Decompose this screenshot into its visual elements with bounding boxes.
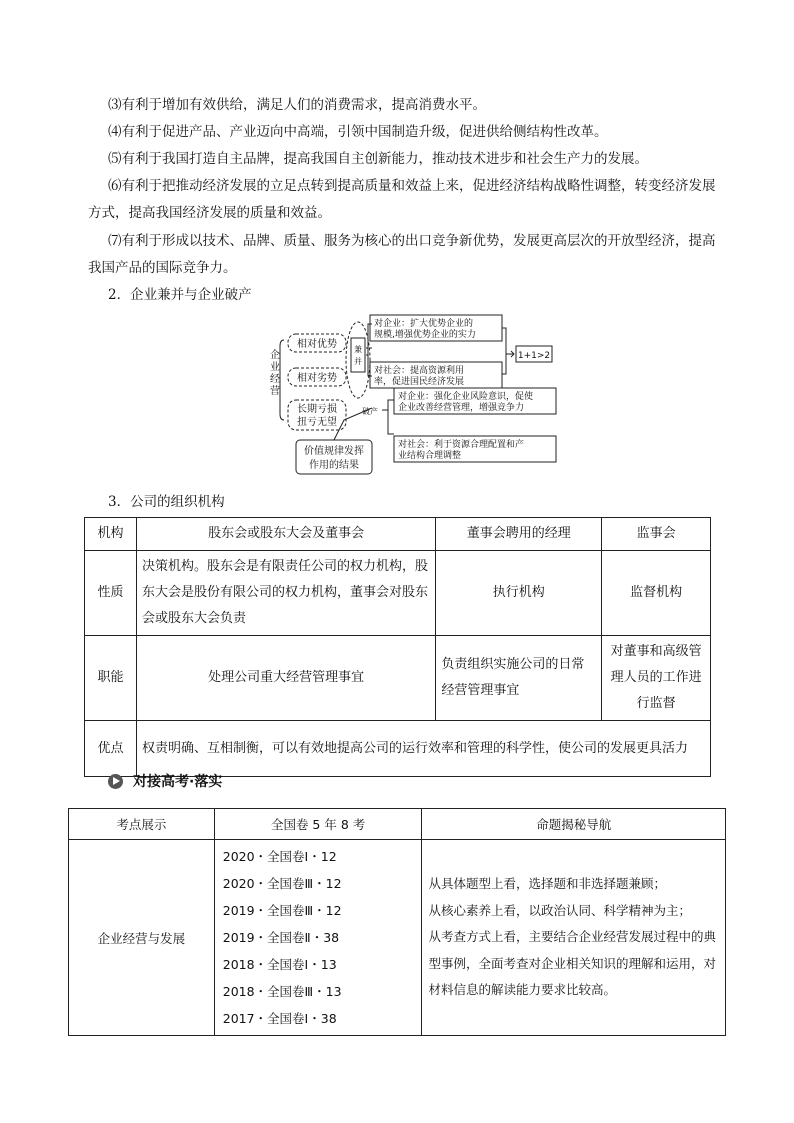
exam-year: 2020・全国卷Ⅰ・12 <box>222 849 337 864</box>
table-cell: 对董事和高级管理人员的工作进行监督 <box>602 636 711 721</box>
section-title: 对接高考·落实 <box>108 771 222 791</box>
advantage-cell: 权责明确、互相制衡，可以有效地提高公司的运行效率和管理的科学性，使公司的发展更具活力 <box>136 721 710 777</box>
exam-year: 2019・全国卷Ⅱ・38 <box>222 930 340 945</box>
table-header: 股东会或股东大会及董事会 <box>136 518 435 551</box>
bankrupt-enterprise-1: 对企业：强化企业风险意识，促使 <box>398 392 534 402</box>
bankrupt-label: 破产 <box>362 407 378 416</box>
table-header: 考点展示 <box>69 809 215 840</box>
paragraph-7: ⑺有利于形成以技术、品牌、质量、服务为核心的出口竞争新优势，发展更高层次的开放型经济，提高我国产品的国际竞争力。 <box>88 233 716 276</box>
merger-bankruptcy-diagram <box>262 312 562 484</box>
disadvantage-label: 相对劣势 <box>297 373 337 384</box>
topic-cell: 企业经营与发展 <box>69 840 215 1036</box>
org-structure-table <box>84 517 711 777</box>
merge-society-1: 对社会：提高资源利用 <box>374 366 465 376</box>
value-law-2: 作用的结果 <box>309 460 359 471</box>
paragraph-6: ⑹有利于把推动经济发展的立足点转到提高质量和效益上来，促进经济结构战略性调整，转变经济发展方式，提高我国经济发展的质量和效益。 <box>88 178 716 221</box>
table-row <box>85 551 711 636</box>
table-cell: 决策机构。股东会是有限责任公司的权力机构，股东大会是股份有限公司的权力机构，董事会对股东会或股东大会负责 <box>136 551 435 636</box>
diagram-root-char-3: 经 <box>270 374 280 385</box>
paragraph-5: ⑸有利于我国打造自主品牌，提高我国自主创新能力，推动技术进步和社会生产力的发展。 <box>108 151 648 167</box>
loss-label-1: 长期亏损 <box>297 404 337 415</box>
table-cell: 监督机构 <box>602 551 711 636</box>
exam-year: 2019・全国卷Ⅲ・12 <box>222 903 342 918</box>
table-header: 监事会 <box>602 518 711 551</box>
table-cell: 负责组织实施公司的日常经营管理事宜 <box>436 636 602 721</box>
play-icon <box>108 774 123 789</box>
heading-company-structure: 3．公司的组织机构 <box>108 494 225 510</box>
table-row <box>69 840 726 1036</box>
loss-label-2: 扭亏无望 <box>297 417 337 428</box>
exam-year: 2017・全国卷Ⅰ・38 <box>222 1011 337 1026</box>
guide-line: 从具体题型上看，选择题和非选择题兼顾； <box>428 876 666 892</box>
merge-char-1: 兼 <box>354 345 362 354</box>
table-row <box>85 636 711 721</box>
merge-society-2: 率，促进国民经济发展 <box>374 377 465 387</box>
guide-line: 从考查方式上看，主要结合企业经营发展过程中的典型事例，全面考查对企业相关知识的理解和运用，对材料信息的解读能力要求比较高。 <box>428 929 716 998</box>
table-header: 全国卷 5 年 8 考 <box>214 809 422 840</box>
table-row <box>85 721 711 777</box>
diagram-root-char-2: 业 <box>270 362 280 373</box>
row-label: 性质 <box>85 551 137 636</box>
guide-cell <box>422 840 726 1036</box>
advantage-label: 相对优势 <box>297 339 337 350</box>
table-cell: 执行机构 <box>436 551 602 636</box>
merge-enterprise-1: 对企业：扩大优势企业的 <box>374 319 474 329</box>
paragraph-3: ⑶有利于增加有效供给，满足人们的消费需求，提高消费水平。 <box>108 97 486 113</box>
table-header: 命题揭秘导航 <box>422 809 726 840</box>
guide-line: 从核心素养上看，以政治认同、科学精神为主； <box>428 902 691 918</box>
diagram-root-char-1: 企 <box>270 350 280 361</box>
exam-table <box>68 808 726 1036</box>
table-cell: 处理公司重大经营管理事宜 <box>136 636 435 721</box>
row-label: 优点 <box>85 721 137 777</box>
merge-box <box>351 338 365 372</box>
paragraph-4: ⑷有利于促进产品、产业迈向中高端，引领中国制造升级，促进供给侧结构性改革。 <box>108 124 608 140</box>
bankrupt-society-1: 对社会：利于资源合理配置和产 <box>398 440 525 450</box>
value-law-1: 价值规律发挥 <box>304 446 364 457</box>
bankrupt-enterprise-2: 企业改善经营管理，增强竞争力 <box>398 403 525 413</box>
years-cell <box>214 840 422 1036</box>
row-label: 职能 <box>85 636 137 721</box>
diagram-root-char-4: 营 <box>270 386 280 397</box>
heading-merger-bankruptcy: 2．企业兼并与企业破产 <box>108 287 252 303</box>
exam-year: 2020・全国卷Ⅲ・12 <box>222 876 342 891</box>
exam-year: 2018・全国卷Ⅰ・13 <box>222 957 337 972</box>
table-header: 董事会聘用的经理 <box>436 518 602 551</box>
merge-enterprise-2: 规模,增强优势企业的实力 <box>374 330 476 340</box>
table-header: 机构 <box>85 518 137 551</box>
exam-year: 2018・全国卷Ⅲ・13 <box>222 984 342 999</box>
table-header-row <box>85 518 711 551</box>
bankrupt-society-2: 业结构合理调整 <box>398 451 462 461</box>
merge-char-2: 并 <box>354 357 362 366</box>
result-label: 1+1>2 <box>517 351 551 361</box>
table-header-row <box>69 809 726 840</box>
